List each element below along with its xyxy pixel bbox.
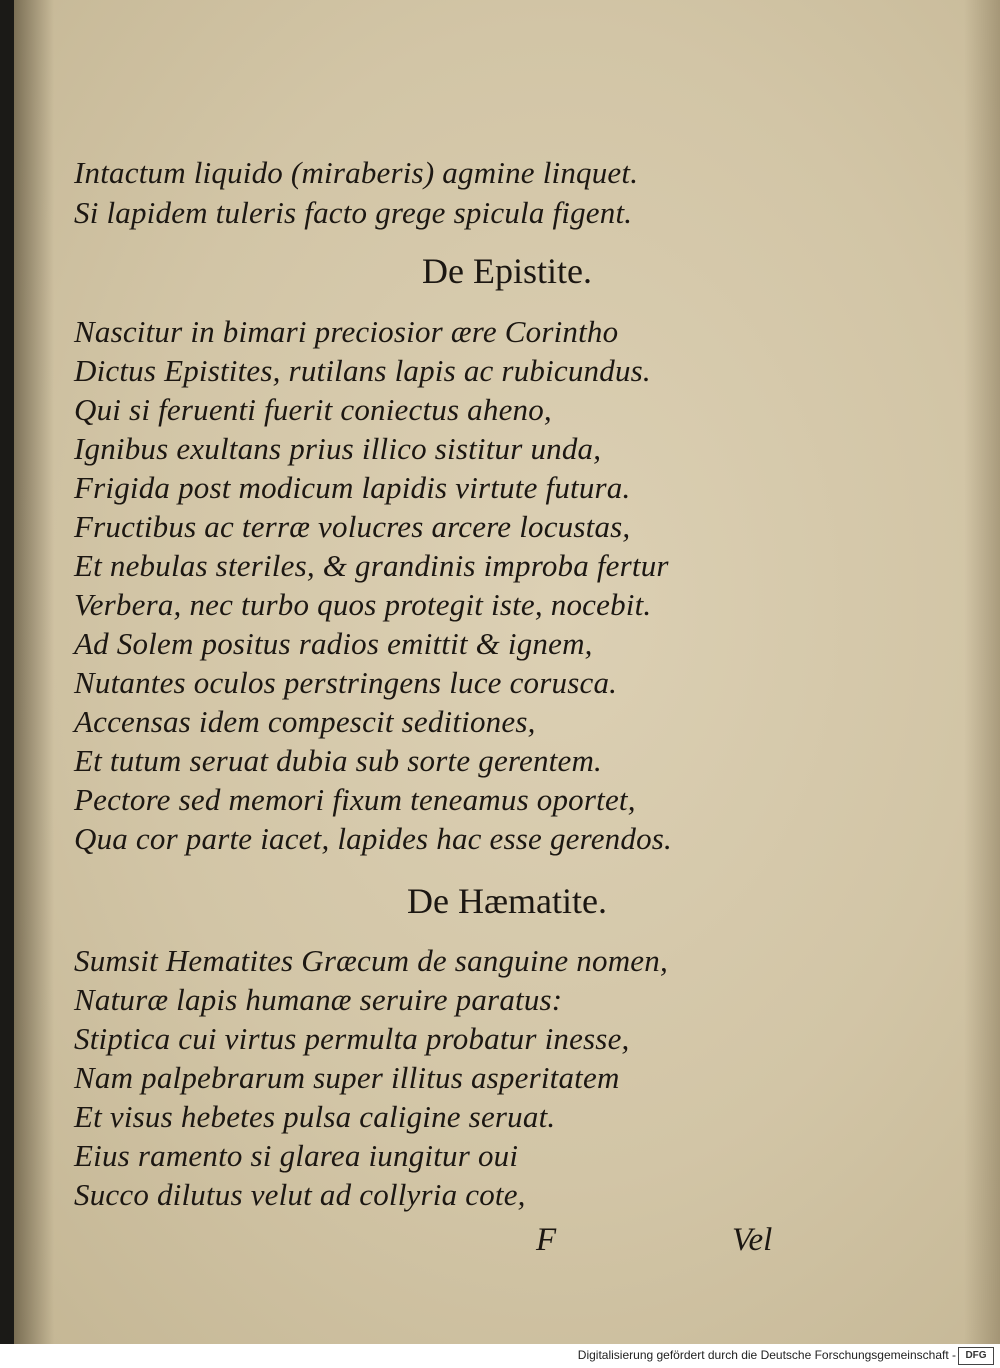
dfg-logo: DFG: [958, 1347, 994, 1365]
footer-bar: [0, 1344, 1000, 1368]
verse-line: Qui si feruenti fuerit coniectus aheno,: [74, 392, 552, 427]
book-page: [14, 0, 1000, 1344]
digitization-credit: Digitalisierung gefördert durch die Deutsche Forschungsgemeinschaft -: [577, 1348, 956, 1362]
verse-line: Nascitur in bimari preciosior ære Corintho: [74, 314, 619, 349]
verse-line: Accensas idem compescit seditiones,: [74, 704, 536, 739]
section-heading: De Hæmatite.: [407, 881, 607, 921]
verse-line: Dictus Epistites, rutilans lapis ac rubicundus.: [74, 353, 651, 388]
verse-line: Stiptica cui virtus permulta probatur inesse,: [74, 1021, 630, 1056]
verse-line: Ignibus exultans prius illico sistitur unda,: [74, 431, 602, 466]
verse-line: Nam palpebrarum super illitus asperitatem: [74, 1060, 620, 1095]
page-text: [14, 0, 1000, 1344]
signature-mark: F: [536, 1222, 557, 1258]
verse-line: Verbera, nec turbo quos protegit iste, nocebit.: [74, 587, 652, 622]
verse-line: Fructibus ac terræ volucres arcere locustas,: [74, 509, 631, 544]
verse-line: Intactum liquido (miraberis) agmine linquet.: [74, 155, 639, 190]
verse-line: Sumsit Hematites Græcum de sanguine nomen,: [74, 943, 668, 978]
verse-line: Et visus hebetes pulsa caligine seruat.: [74, 1099, 556, 1134]
verse-line: Et nebulas steriles, & grandinis improba fertur: [74, 548, 669, 583]
verse-line: Si lapidem tuleris facto grege spicula figent.: [74, 195, 633, 230]
verse-line: Qua cor parte iacet, lapides hac esse gerendos.: [74, 821, 672, 856]
section-heading: De Epistite.: [422, 251, 592, 291]
catchword: Vel: [732, 1222, 773, 1258]
verse-line: Ad Solem positus radios emittit & ignem,: [74, 626, 593, 661]
verse-line: Eius ramento si glarea iungitur oui: [74, 1138, 519, 1173]
verse-line: Frigida post modicum lapidis virtute futura.: [74, 470, 631, 505]
verse-line: Nutantes oculos perstringens luce corusca.: [74, 665, 618, 700]
verse-line: Et tutum seruat dubia sub sorte gerentem.: [74, 743, 602, 778]
verse-line: Succo dilutus velut ad collyria cote,: [74, 1177, 526, 1212]
verse-line: Pectore sed memori fixum teneamus oportet,: [74, 782, 636, 817]
verse-line: Naturæ lapis humanæ seruire paratus:: [74, 982, 563, 1017]
